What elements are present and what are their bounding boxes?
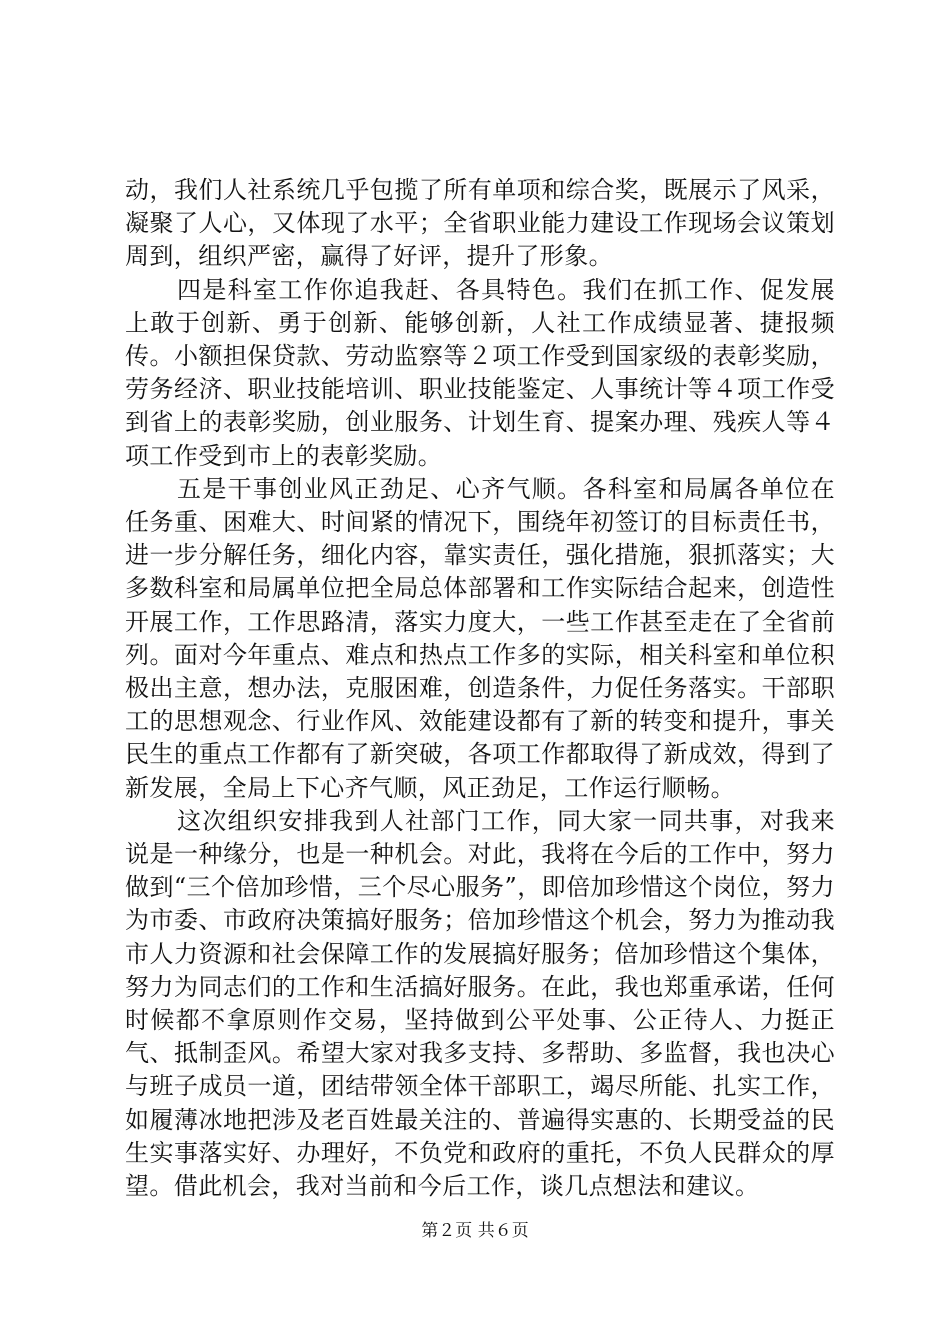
paragraph-section-four: 四是科室工作你追我赶、各具特色。我们在抓工作、促发展上敢于创新、勇于创新、能够创新，人社工作成绩显著、捷报频传。小额担保贷款、劳动监察等２项工作受到国家级的表彰奖励，劳务经济、职业技能培训、职业技能鉴定、人事统计等４项工作受到省上的表彰奖励，创业服务、计划生育、提案办理、残疾人等４项工作受到市上的表彰奖励。 bbox=[125, 275, 835, 470]
paragraph-commitment: 这次组织安排我到人社部门工作，同大家一同共事，对我来说是一种缘分，也是一种机会。对此，我将在今后的工作中，努力做到“三个倍加珍惜，三个尽心服务”，即倍加珍惜这个岗位，努力为市委、市政府决策搞好服务；倍加珍惜这个机会，努力为推动我市人力资源和社会保障工作的发展搞好服务；倍加珍惜这个集体，努力为同志们的工作和生活搞好服务。在此，我也郑重承诺，任何时候都不拿原则作交易，坚持做到公平处事、公正待人、力挺正气、抵制歪风。希望大家对我多支持、多帮助、多监督，我也决心与班子成员一道，团结带领全体干部职工，竭尽所能、扎实工作，如履薄冰地把涉及老百姓最关注的、普遍得实惠的、长期受益的民生实事落实好、办理好，不负党和政府的重托，不负人民群众的厚望。借此机会，我对当前和今后工作，谈几点想法和建议。 bbox=[125, 806, 835, 1201]
document-body bbox=[125, 174, 835, 1203]
page-footer: 第２页 共６页 bbox=[421, 1221, 529, 1241]
paragraph-section-five: 五是干事创业风正劲足、心齐气顺。各科室和局属各单位在任务重、困难大、时间紧的情况下，围绕年初签订的目标责任书，进一步分解任务，细化内容，靠实责任，强化措施，狠抓落实；大多数科室和局属单位把全局总体部署和工作实际结合起来，创造性开展工作，工作思路清，落实力度大，一些工作甚至走在了全省前列。面对今年重点、难点和热点工作多的实际，相关科室和单位积极出主意，想办法，克服困难，创造条件，力促任务落实。干部职工的思想观念、行业作风、效能建设都有了新的转变和提升，事关民生的重点工作都有了新突破，各项工作都取得了新成效，得到了新发展，全局上下心齐气顺，风正劲足，工作运行顺畅。 bbox=[125, 474, 835, 802]
paragraph-continued: 动，我们人社系统几乎包揽了所有单项和综合奖，既展示了风采，凝聚了人心，又体现了水平；全省职业能力建设工作现场会议策划周到，组织严密，赢得了好评，提升了形象。 bbox=[125, 176, 835, 271]
